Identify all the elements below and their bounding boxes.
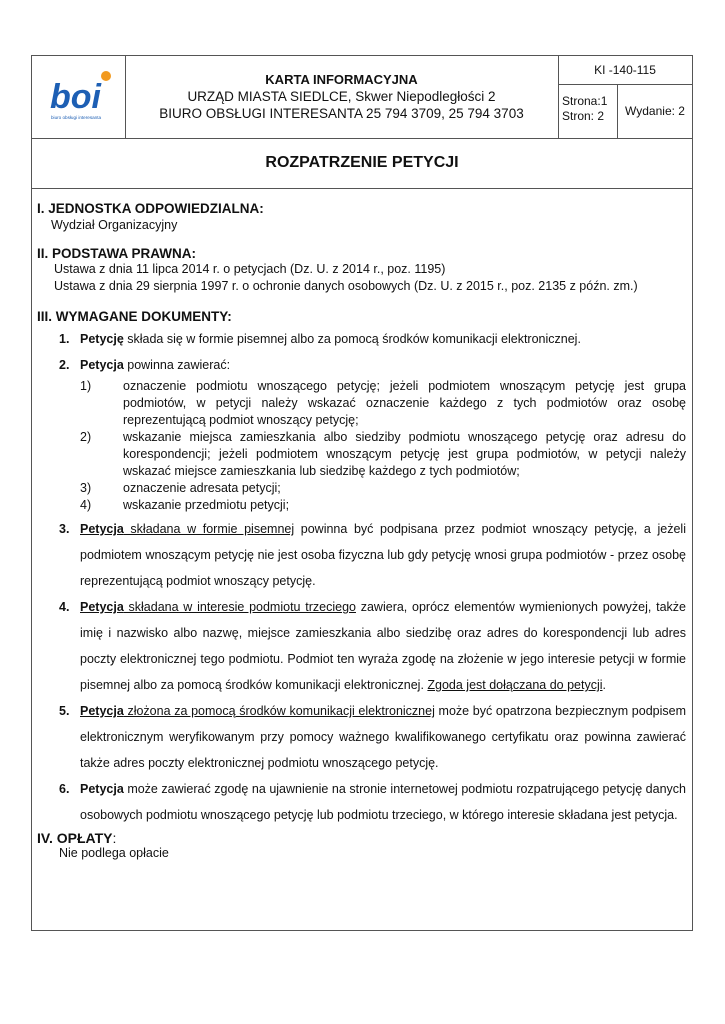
edition: Wydanie: 2 bbox=[625, 104, 685, 118]
doc-item-4: 4. Petycja składana w interesie podmiotu trzeciego zawiera, oprócz elementów wymienionych powyżej, także imię i nazwisko albo nazwę, miejsce zamieszkania albo siedzibę oraz adres do korespondencji lub adres poczty elektronicznej tego podmiotu. Podmiot ten wyraża zgodę na złożenie w jego interesie petycji w formie pisemnej albo za pomocą środków komunikacji elektronicznej. Zgoda jest dołączana do petycji. bbox=[59, 600, 686, 692]
document-frame bbox=[31, 55, 693, 931]
content bbox=[37, 201, 686, 860]
page-number: Strona:1 bbox=[562, 94, 608, 108]
doc-item-2: 2. Petycja powinna zawierać: bbox=[59, 358, 231, 372]
requirements-list bbox=[37, 378, 686, 514]
section-4-heading: IV. OPŁATY: bbox=[37, 830, 117, 846]
legal-basis-1: Ustawa z dnia 11 lipca 2014 r. o petycjach (Dz. U. z 2014 r., poz. 1195) bbox=[54, 262, 446, 276]
page-count: Stron: 2 bbox=[562, 109, 605, 123]
section-3-heading: III. WYMAGANE DOKUMENTY: bbox=[37, 309, 232, 324]
bureau-phones: BIURO OBSŁUGI INTERESANTA 25 794 3709, 25 794 3703 bbox=[159, 106, 524, 121]
requirement-3: 3) oznaczenie adresata petycji; bbox=[80, 481, 281, 495]
doc-item-1: 1. Petycję składa się w formie pisemnej albo za pomocą środków komunikacji elektronicznej. bbox=[59, 332, 581, 346]
page-title: ROZPATRZENIE PETYCJI bbox=[32, 138, 692, 189]
requirement-1: 1) oznaczenie podmiotu wnoszącego petycję; jeżeli podmiotem wnoszącym petycję jest grupa podmiotów, w petycji należy wskazać oznaczenie każdego z tych podmiotów oraz osobę reprezentującą podmiot wnoszący petycję; bbox=[80, 379, 686, 427]
fees-text: Nie podlega opłacie bbox=[59, 846, 169, 860]
requirement-4: 4) wskazanie przedmiotu petycji; bbox=[80, 498, 290, 512]
doc-item-3: 3. Petycja składana w formie pisemnej powinna być podpisana przez podmiot wnoszący petycję, a jeżeli podmiotem wnoszącym petycję nie jest osoba fizyczna lub gdy petycję wnosi grupa podmiotów - przez osobę reprezentującą podmiot wnoszący petycję. bbox=[59, 522, 686, 588]
boi-logo bbox=[32, 56, 125, 138]
header-info bbox=[125, 56, 559, 138]
card-title: KARTA INFORMACYJNA bbox=[265, 72, 418, 87]
logo-caption: biuro obsługi interesanta bbox=[51, 115, 102, 120]
header-table bbox=[32, 56, 692, 139]
section-1-heading: I. JEDNOSTKA ODPOWIEDZIALNA: bbox=[37, 201, 264, 216]
document-code: KI -140-115 bbox=[558, 56, 692, 85]
page-info bbox=[558, 84, 618, 138]
logo-cell bbox=[32, 56, 126, 138]
requirement-2: 2) wskazanie miejsca zamieszkania albo siedziby podmiotu wnoszącego petycję oraz adresu do korespondencji; jeżeli podmiotem wnoszącym petycję jest grupa podmiotów, w petycji należy wskazać miejsce zamieszkania lub siedzibę każdego z tych podmiotów; bbox=[80, 430, 686, 478]
logo-text: boi bbox=[50, 78, 101, 116]
office-address: URZĄD MIASTA SIEDLCE, Skwer Niepodległości 2 bbox=[187, 89, 496, 104]
section-2-heading: II. PODSTAWA PRAWNA: bbox=[37, 246, 197, 261]
legal-basis-2: Ustawa z dnia 29 sierpnia 1997 r. o ochronie danych osobowych (Dz. U. z 2015 r., poz. 2135 z późn. zm.) bbox=[54, 279, 638, 293]
doc-item-6: 6. Petycja może zawierać zgodę na ujawnienie na stronie internetowej podmiotu rozpatrującego petycję danych osobowych podmiotu wnoszącego petycję lub podmiotu trzeciego, w którego interesie składana jest petycja. bbox=[59, 782, 686, 822]
section-1-text: Wydział Organizacyjny bbox=[51, 218, 178, 232]
doc-item-5: 5. Petycja złożona za pomocą środków komunikacji elektronicznej może być opatrzona bezpiecznym podpisem elektronicznym weryfikowanym przy pomocy ważnego kwalifikowanego certyfikatu oraz powinna zawierać także adres poczty elektronicznej podmiotu wnoszącego petycję. bbox=[59, 704, 686, 770]
